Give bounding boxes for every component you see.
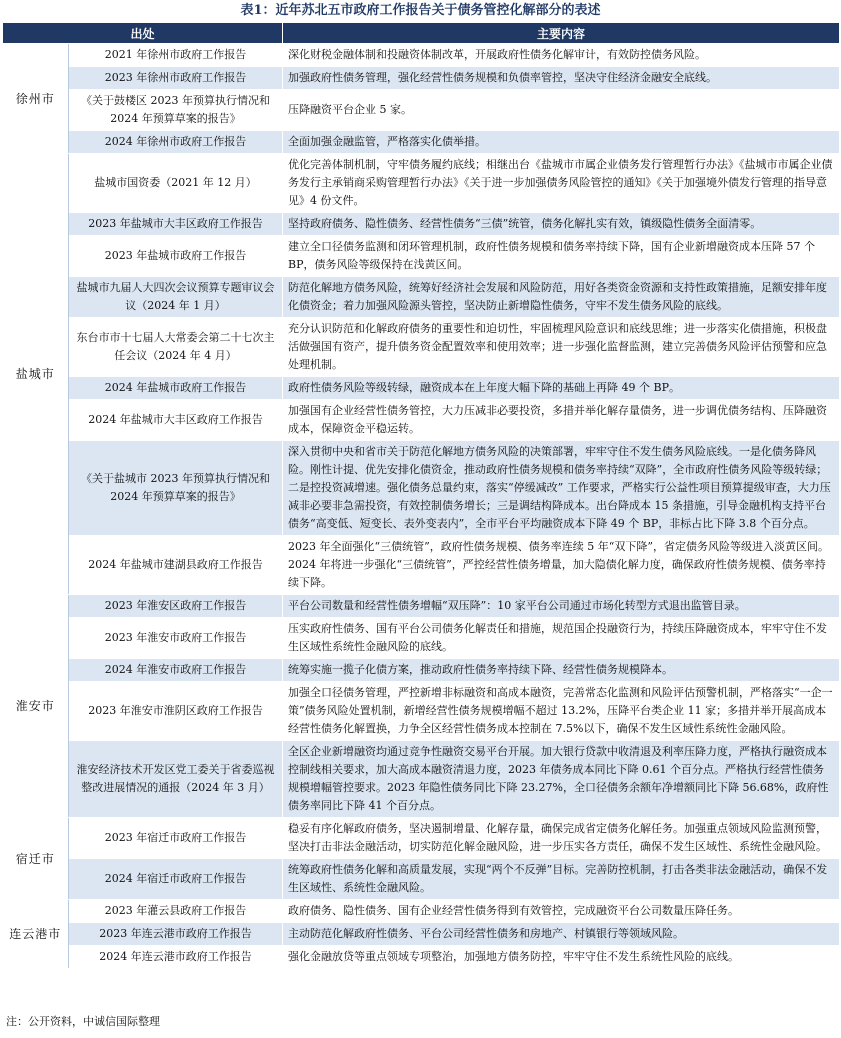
source-cell: 2023 年淮安市淮阴区政府工作报告: [69, 682, 283, 741]
source-cell: 2024 年盐城市政府工作报告: [69, 377, 283, 400]
table-row: [3, 318, 840, 377]
source-cell: 2024 年徐州市政府工作报告: [69, 131, 283, 154]
table-body: [3, 44, 840, 969]
source-cell: 淮安经济技术开发区党工委关于省委巡视整改进展情况的通报（2024 年 3 月）: [69, 741, 283, 818]
content-cell: 深化财税金融体制和投融资体制改革，开展政府性债务化解审计，有效防控债务风险。: [283, 44, 840, 67]
table-row: [3, 536, 840, 595]
content-cell: 加强国有企业经营性债务管控，大力压减非必要投资，多措并举化解存量债务，进一步调优债务结构、压降融资成本，保障资金平稳运转。: [283, 400, 840, 441]
content-cell: 强化金融放贷等重点领域专项整治，加强地方债务防控，牢牢守住不发生系统性风险的底线。: [283, 946, 840, 969]
content-cell: 统筹实施一揽子化债方案，推动政府性债务率持续下降、经营性债务规模降本。: [283, 659, 840, 682]
table-row: [3, 441, 840, 536]
table-row: [3, 90, 840, 131]
source-cell: 2024 年淮安市政府工作报告: [69, 659, 283, 682]
debt-statements-table: [2, 22, 840, 969]
table-row: [3, 131, 840, 154]
content-cell: 统筹政府性债务化解和高质量发展，实现“两个不反弹”目标。完善防控机制，打击各类非法金融活动，确保不发生区域性、系统性金融风险。: [283, 859, 840, 900]
source-cell: 2023 年灌云县政府工作报告: [69, 900, 283, 923]
city-cell: 宿迁市: [3, 818, 69, 900]
content-cell: 压降融资平台企业 5 家。: [283, 90, 840, 131]
table-row: [3, 213, 840, 236]
city-cell: 徐州市: [3, 44, 69, 154]
source-cell: 2021 年徐州市政府工作报告: [69, 44, 283, 67]
source-cell: 2024 年盐城市大丰区政府工作报告: [69, 400, 283, 441]
table-row: [3, 277, 840, 318]
content-cell: 平台公司数量和经营性债务增幅“双压降”：10 家平台公司通过市场化转型方式退出监管目录。: [283, 595, 840, 618]
content-cell: 政府债务、隐性债务、国有企业经营性债务得到有效管控，完成融资平台公司数量压降任务。: [283, 900, 840, 923]
content-cell: 2023 年全面强化“三债统管”，政府性债务规模、债务率连续 5 年“双下降”，省定债务风险等级进入淡黄区间。2024 年将进一步强化“三债统管”，严控经营性债务增量，加大隐债化解力度，确保政府性债务规模、债务率持续下降。: [283, 536, 840, 595]
content-cell: 加强政府性债务管理，强化经营性债务规模和负债率管控，坚决守住经济金融安全底线。: [283, 67, 840, 90]
source-cell: 东台市市十七届人大常委会第二十七次主任会议（2024 年 4 月）: [69, 318, 283, 377]
city-cell: 淮安市: [3, 595, 69, 818]
table-row: [3, 741, 840, 818]
source-cell: 《关于盐城市 2023 年预算执行情况和 2024 年预算草案的报告》: [69, 441, 283, 536]
table-title: 表1：近年苏北五市政府工作报告关于债务管控化解部分的表述: [240, 3, 601, 18]
source-cell: 2024 年盐城市建湖县政府工作报告: [69, 536, 283, 595]
content-cell: 加强全口径债务管理，严控新增非标融资和高成本融资，完善常态化监测和风险评估预警机制，严格落实“一企一策”债务风险处置机制，新增经营性债务规模增幅不超过 13.2%，压降平台类企业 11 家；多措并举开展高成本经营性债务化解置换，力争全区经营性债务成本控制在 7.5%以下，确保不发生区域性系统性金融风险。: [283, 682, 840, 741]
content-cell: 政府性债务风险等级转绿，融资成本在上年度大幅下降的基础上再降 49 个 BP。: [283, 377, 840, 400]
table-row: [3, 595, 840, 618]
city-cell: 盐城市: [3, 154, 69, 595]
table-row: [3, 67, 840, 90]
header-source: 出处: [3, 23, 283, 44]
content-cell: 坚持政府债务、隐性债务、经营性债务“三债”统管，债务化解扎实有效，镇级隐性债务全面清零。: [283, 213, 840, 236]
table-row: [3, 44, 840, 67]
table-row: [3, 682, 840, 741]
source-cell: 2023 年淮安市政府工作报告: [69, 618, 283, 659]
table-header-row: [3, 23, 840, 44]
source-cell: 2023 年宿迁市政府工作报告: [69, 818, 283, 859]
table-row: [3, 818, 840, 859]
table-row: [3, 154, 840, 213]
source-cell: 2024 年连云港市政府工作报告: [69, 946, 283, 969]
content-cell: 建立全口径债务监测和闭环管理机制，政府性债务规模和债务率持续下降，国有企业新增融资成本压降 57 个 BP，债务风险等级保持在浅黄区间。: [283, 236, 840, 277]
header-content: 主要内容: [283, 23, 840, 44]
table-row: [3, 659, 840, 682]
table-row: [3, 859, 840, 900]
table-row: [3, 236, 840, 277]
content-cell: 深入贯彻中央和省市关于防范化解地方债务风险的决策部署，牢牢守住不发生债务风险底线。一是化债务降风险。刚性计提、优先安排化债资金，推动政府性债务规模和债务率持续“双降”，全市政府性债务风险等级转绿；二是控投资减增速。强化债务总量约束，落实“停缓减改” 工作要求，严格实行公益性项目预算提级审查，大力压减非必要非急需投资，有效控制债务增长；三是调结构降成本。出台降成本 15 条措施，引导金融机构支持平台债务“高变低、短变长、表外变表内”，全市平台平均融资成本下降 49 个 BP，非标占比下降 3.8 个百分点。: [283, 441, 840, 536]
source-cell: 《关于鼓楼区 2023 年预算执行情况和 2024 年预算草案的报告》: [69, 90, 283, 131]
source-cell: 2023 年盐城市大丰区政府工作报告: [69, 213, 283, 236]
content-cell: 全面加强金融监管，严格落实化债举措。: [283, 131, 840, 154]
source-cell: 盐城市九届人大四次会议预算专题审议会议（2024 年 1 月）: [69, 277, 283, 318]
source-note: 注：公开资料，中诚信国际整理: [6, 1015, 160, 1028]
table-row: [3, 923, 840, 946]
table-row: [3, 900, 840, 923]
table-row: [3, 618, 840, 659]
content-cell: 全区企业新增融资均通过竞争性融资交易平台开展。加大银行贷款中收清退及利率压降力度，严格执行融资成本控制线相关要求，加大高成本融资清退力度，2023 年债务成本同比下降 0.61 个百分点。严格执行经营性债务规模增幅管控要求。2023 年隐性债务同比下降 23.27%，全口径债务余额年净增额同比下降 56.68%，政府性债务率同比下降 41 个百分点。: [283, 741, 840, 818]
city-cell: 连云港市: [3, 900, 69, 969]
table-row: [3, 377, 840, 400]
content-cell: 充分认识防范和化解政府债务的重要性和迫切性，牢固梳理风险意识和底线思维；进一步落实化债措施，积极盘活做强国有资产，提升债务资金配置效率和使用效率；进一步强化监督监测，建立完善债务风险评估预警和应急处理机制。: [283, 318, 840, 377]
table-row: [3, 400, 840, 441]
source-cell: 2023 年连云港市政府工作报告: [69, 923, 283, 946]
content-cell: 主动防范化解政府性债务、平台公司经营性债务和房地产、村镇银行等领域风险。: [283, 923, 840, 946]
content-cell: 稳妥有序化解政府债务，坚决遏制增量、化解存量，确保完成省定债务化解任务。加强重点领域风险监测预警，坚决打击非法金融活动，切实防范化解金融风险，进一步压实各方责任，确保不发生区域性、系统性金融风险。: [283, 818, 840, 859]
source-cell: 2024 年宿迁市政府工作报告: [69, 859, 283, 900]
source-cell: 2023 年淮安区政府工作报告: [69, 595, 283, 618]
content-cell: 压实政府性债务、国有平台公司债务化解责任和措施，规范国企投融资行为，持续压降融资成本，牢牢守住不发生区域性系统性金融风险的底线。: [283, 618, 840, 659]
content-cell: 防范化解地方债务风险，统筹好经济社会发展和风险防范，用好各类资金资源和支持性政策措施，足额安排年度化债资金；着力加强风险源头管控，坚决防止新增隐性债务，守牢不发生债务风险的底线。: [283, 277, 840, 318]
table-row: [3, 946, 840, 969]
source-cell: 2023 年徐州市政府工作报告: [69, 67, 283, 90]
source-cell: 2023 年盐城市政府工作报告: [69, 236, 283, 277]
content-cell: 优化完善体制机制，守牢债务履约底线；相继出台《盐城市市属企业债务发行管理暂行办法》《盐城市市属企业债务发行主承销商采购管理暂行办法》《关于进一步加强债务风险管控的通知》《关于加强境外债发行管理的指导意见》4 份文件。: [283, 154, 840, 213]
source-cell: 盐城市国资委（2021 年 12 月）: [69, 154, 283, 213]
